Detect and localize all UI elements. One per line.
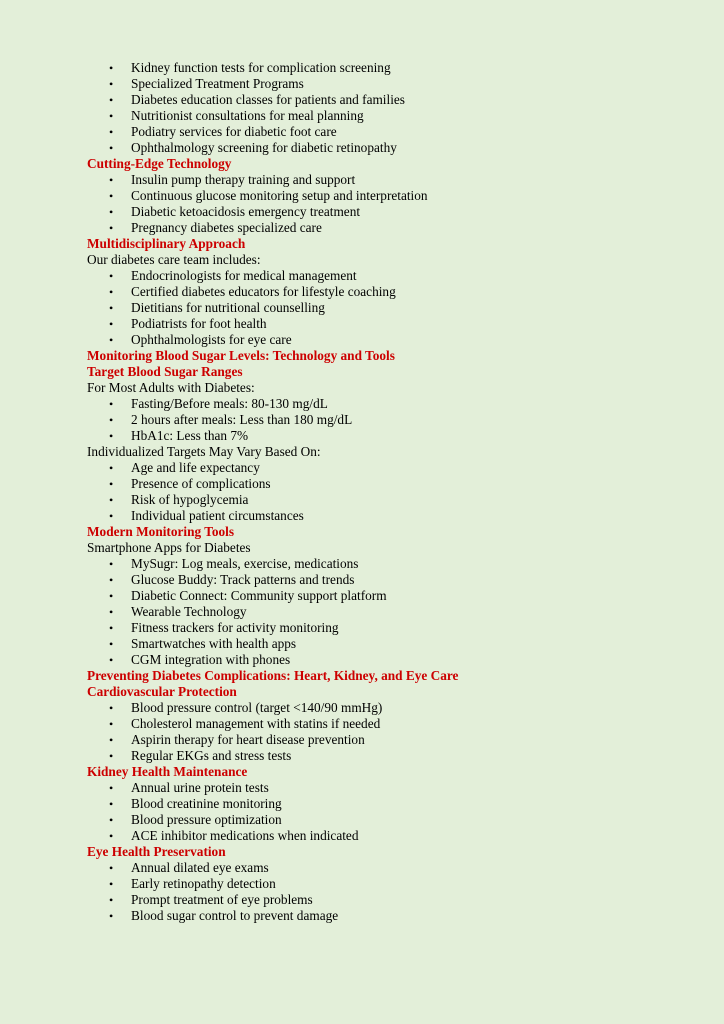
list-item-text: Glucose Buddy: Track patterns and trends [131, 572, 355, 587]
bullet-icon: • [109, 429, 114, 443]
list-item-text: Pregnancy diabetes specialized care [131, 220, 322, 235]
list-item-text: Dietitians for nutritional counselling [131, 300, 325, 315]
list-item [87, 828, 697, 844]
body-text: Individualized Targets May Vary Based On: [87, 444, 321, 459]
bullet-icon: • [109, 621, 114, 635]
list-item-text: Diabetic Connect: Community support platform [131, 588, 387, 603]
list-item-text: 2 hours after meals: Less than 180 mg/dL [131, 412, 353, 427]
section-heading: Cutting-Edge Technology [87, 156, 232, 171]
list-item-text: Cholesterol management with statins if needed [131, 716, 381, 731]
list-item-text: Continuous glucose monitoring setup and interpretation [131, 188, 428, 203]
list-item [87, 908, 697, 924]
list-item-text: Fasting/Before meals: 80-130 mg/dL [131, 396, 328, 411]
body-text: For Most Adults with Diabetes: [87, 380, 255, 395]
list-item-text: Aspirin therapy for heart disease prevention [131, 732, 365, 747]
bullet-icon: • [109, 93, 114, 107]
list-item [87, 604, 697, 620]
bullet-icon: • [109, 573, 114, 587]
bullet-icon: • [109, 733, 114, 747]
list-item [87, 892, 697, 908]
section-heading: Preventing Diabetes Complications: Heart, Kidney, and Eye Care [87, 668, 459, 683]
list-item [87, 780, 697, 796]
document-body [87, 60, 697, 924]
list-item [87, 204, 697, 220]
list-item [87, 876, 697, 892]
list-item [87, 508, 697, 524]
list-item-text: Annual urine protein tests [131, 780, 269, 795]
list-item-text: CGM integration with phones [131, 652, 291, 667]
list-item-text: Risk of hypoglycemia [131, 492, 249, 507]
list-item-text: HbA1c: Less than 7% [131, 428, 249, 443]
list-item [87, 460, 697, 476]
bullet-icon: • [109, 749, 114, 763]
bullet-icon: • [109, 333, 114, 347]
list-item [87, 748, 697, 764]
list-item [87, 572, 697, 588]
list-item-text: Annual dilated eye exams [131, 860, 269, 875]
bullet-icon: • [109, 797, 114, 811]
bullet-icon: • [109, 461, 114, 475]
list-item-text: Smartwatches with health apps [131, 636, 297, 651]
section-heading: Modern Monitoring Tools [87, 524, 235, 539]
list-item [87, 732, 697, 748]
bullet-icon: • [109, 317, 114, 331]
list-item [87, 284, 697, 300]
bullet-icon: • [109, 173, 114, 187]
bullet-icon: • [109, 221, 114, 235]
list-item [87, 92, 697, 108]
bullet-icon: • [109, 653, 114, 667]
bullet-icon: • [109, 509, 114, 523]
list-item-text: Podiatry services for diabetic foot care [131, 124, 337, 139]
list-item-text: Ophthalmology screening for diabetic retinopathy [131, 140, 397, 155]
list-item-text: Specialized Treatment Programs [131, 76, 304, 91]
bullet-icon: • [109, 301, 114, 315]
list-item-text: Blood sugar control to prevent damage [131, 908, 339, 923]
list-item [87, 172, 697, 188]
bullet-icon: • [109, 413, 114, 427]
list-item [87, 492, 697, 508]
bullet-icon: • [109, 877, 114, 891]
list-item-text: Individual patient circumstances [131, 508, 304, 523]
list-item-text: Diabetes education classes for patients and families [131, 92, 405, 107]
bullet-icon: • [109, 125, 114, 139]
list-item [87, 300, 697, 316]
bullet-icon: • [109, 781, 114, 795]
list-item-text: Nutritionist consultations for meal planning [131, 108, 364, 123]
list-item-text: Ophthalmologists for eye care [131, 332, 292, 347]
list-item [87, 636, 697, 652]
bullet-icon: • [109, 701, 114, 715]
list-item [87, 428, 697, 444]
bullet-icon: • [109, 493, 114, 507]
list-item [87, 188, 697, 204]
list-item [87, 140, 697, 156]
bullet-icon: • [109, 189, 114, 203]
bullet-icon: • [109, 813, 114, 827]
list-item-text: MySugr: Log meals, exercise, medications [131, 556, 359, 571]
body-text: Our diabetes care team includes: [87, 252, 261, 267]
list-item [87, 268, 697, 284]
list-item-text: Certified diabetes educators for lifestyle coaching [131, 284, 396, 299]
list-item-text: Endocrinologists for medical management [131, 268, 357, 283]
section-heading: Eye Health Preservation [87, 844, 226, 859]
bullet-icon: • [109, 61, 114, 75]
list-item [87, 860, 697, 876]
list-item [87, 332, 697, 348]
bullet-icon: • [109, 205, 114, 219]
bullet-icon: • [109, 397, 114, 411]
bullet-icon: • [109, 829, 114, 843]
section-heading: Kidney Health Maintenance [87, 764, 248, 779]
bullet-icon: • [109, 141, 114, 155]
bullet-icon: • [109, 589, 114, 603]
list-item [87, 316, 697, 332]
bullet-icon: • [109, 557, 114, 571]
list-item [87, 220, 697, 236]
bullet-icon: • [109, 109, 114, 123]
list-item [87, 812, 697, 828]
list-item-text: Presence of complications [131, 476, 271, 491]
list-item-text: Blood pressure control (target <140/90 mmHg) [131, 700, 383, 715]
list-item-text: Blood creatinine monitoring [131, 796, 282, 811]
list-item-text: Age and life expectancy [131, 460, 260, 475]
bullet-icon: • [109, 893, 114, 907]
list-item-text: Fitness trackers for activity monitoring [131, 620, 339, 635]
list-item [87, 556, 697, 572]
list-item-text: Blood pressure optimization [131, 812, 282, 827]
list-item [87, 652, 697, 668]
list-item-text: Kidney function tests for complication screening [131, 60, 391, 75]
bullet-icon: • [109, 285, 114, 299]
bullet-icon: • [109, 477, 114, 491]
list-item [87, 60, 697, 76]
list-item-text: Wearable Technology [131, 604, 247, 619]
list-item [87, 396, 697, 412]
bullet-icon: • [109, 861, 114, 875]
bullet-icon: • [109, 77, 114, 91]
list-item-text: Prompt treatment of eye problems [131, 892, 313, 907]
list-item-text: Insulin pump therapy training and support [131, 172, 356, 187]
list-item-text: Early retinopathy detection [131, 876, 276, 891]
list-item [87, 412, 697, 428]
body-text: Smartphone Apps for Diabetes [87, 540, 251, 555]
bullet-icon: • [109, 909, 114, 923]
list-item [87, 124, 697, 140]
list-item [87, 76, 697, 92]
list-item [87, 108, 697, 124]
section-heading: Cardiovascular Protection [87, 684, 237, 699]
section-heading: Target Blood Sugar Ranges [87, 364, 243, 379]
list-item [87, 796, 697, 812]
section-heading: Multidisciplinary Approach [87, 236, 246, 251]
section-heading: Monitoring Blood Sugar Levels: Technology and Tools [87, 348, 395, 363]
list-item [87, 716, 697, 732]
bullet-icon: • [109, 269, 114, 283]
list-item [87, 476, 697, 492]
bullet-icon: • [109, 717, 114, 731]
list-item-text: Regular EKGs and stress tests [131, 748, 292, 763]
list-item-text: Podiatrists for foot health [131, 316, 267, 331]
bullet-icon: • [109, 605, 114, 619]
list-item [87, 620, 697, 636]
list-item [87, 588, 697, 604]
bullet-icon: • [109, 637, 114, 651]
list-item [87, 700, 697, 716]
list-item-text: Diabetic ketoacidosis emergency treatment [131, 204, 361, 219]
list-item-text: ACE inhibitor medications when indicated [131, 828, 359, 843]
